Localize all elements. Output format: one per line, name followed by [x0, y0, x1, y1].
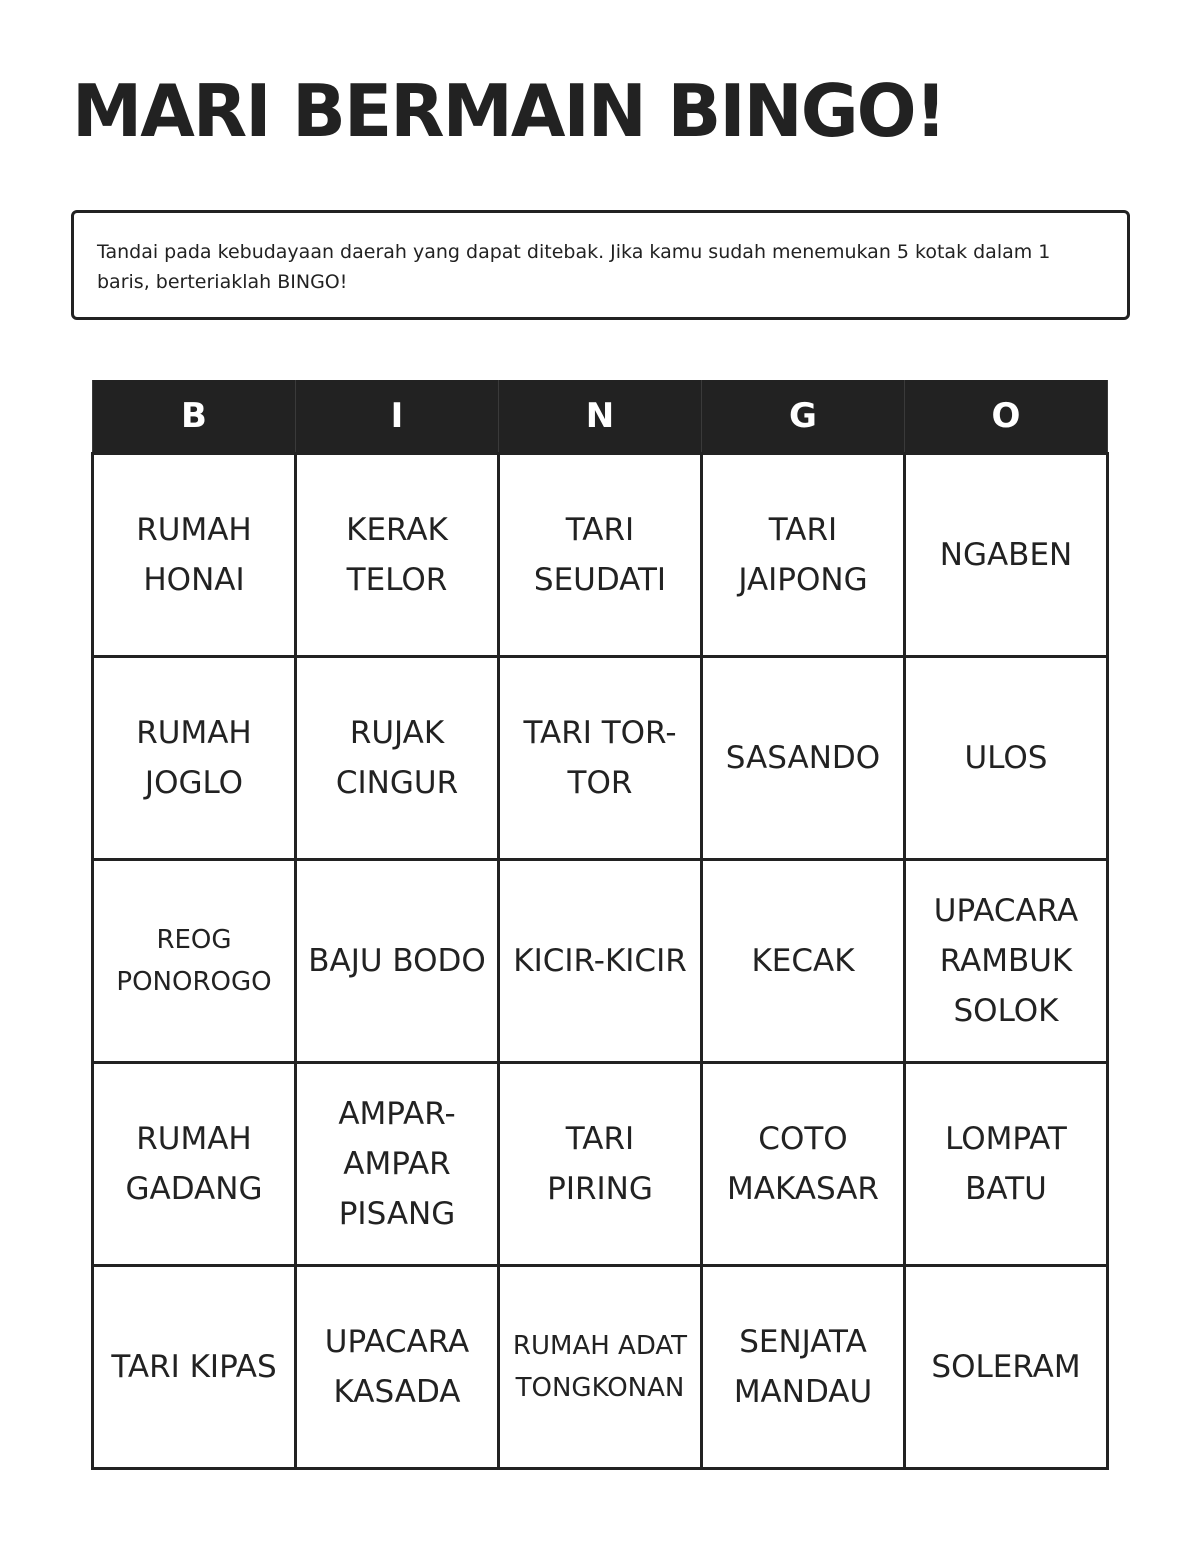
bingo-row — [93, 454, 1108, 657]
bingo-cell[interactable]: TARI KIPAS — [93, 1266, 296, 1469]
bingo-cell[interactable]: AMPAR-AMPAR PISANG — [296, 1063, 499, 1266]
bingo-row — [93, 1063, 1108, 1266]
bingo-cell[interactable]: TARI PIRING — [499, 1063, 702, 1266]
bingo-cell[interactable]: KERAK TELOR — [296, 454, 499, 657]
bingo-cell[interactable]: SASANDO — [702, 657, 905, 860]
column-header-n: N — [499, 380, 702, 454]
column-header-o: O — [905, 380, 1108, 454]
bingo-cell[interactable]: NGABEN — [905, 454, 1108, 657]
bingo-cell[interactable]: UPACARA RAMBUK SOLOK — [905, 860, 1108, 1063]
bingo-cell[interactable]: RUJAK CINGUR — [296, 657, 499, 860]
bingo-cell[interactable]: SENJATA MANDAU — [702, 1266, 905, 1469]
bingo-card — [91, 380, 1109, 1470]
bingo-cell[interactable]: KECAK — [702, 860, 905, 1063]
bingo-cell[interactable]: RUMAH GADANG — [93, 1063, 296, 1266]
column-header-i: I — [296, 380, 499, 454]
bingo-cell[interactable]: SOLERAM — [905, 1266, 1108, 1469]
bingo-cell[interactable]: RUMAH JOGLO — [93, 657, 296, 860]
bingo-cell[interactable]: KICIR-KICIR — [499, 860, 702, 1063]
bingo-cell[interactable]: REOG PONOROGO — [93, 860, 296, 1063]
bingo-cell[interactable]: ULOS — [905, 657, 1108, 860]
column-header-b: B — [93, 380, 296, 454]
bingo-cell[interactable]: TARI SEUDATI — [499, 454, 702, 657]
bingo-cell[interactable]: TARI JAIPONG — [702, 454, 905, 657]
bingo-header-row — [93, 380, 1108, 454]
instructions-box: Tandai pada kebudayaan daerah yang dapat ditebak. Jika kamu sudah menemukan 5 kotak dalam 1 baris, berteriaklah BINGO! — [71, 210, 1130, 320]
bingo-cell[interactable]: RUMAH ADAT TONGKONAN — [499, 1266, 702, 1469]
bingo-cell[interactable]: TARI TOR-TOR — [499, 657, 702, 860]
column-header-g: G — [702, 380, 905, 454]
bingo-row — [93, 1266, 1108, 1469]
bingo-cell[interactable]: RUMAH HONAI — [93, 454, 296, 657]
bingo-cell[interactable]: BAJU BODO — [296, 860, 499, 1063]
bingo-cell[interactable]: COTO MAKASAR — [702, 1063, 905, 1266]
bingo-row — [93, 860, 1108, 1063]
bingo-cell[interactable]: LOMPAT BATU — [905, 1063, 1108, 1266]
bingo-cell[interactable]: UPACARA KASADA — [296, 1266, 499, 1469]
bingo-row — [93, 657, 1108, 860]
page-title: MARI BERMAIN BINGO! — [72, 69, 945, 153]
